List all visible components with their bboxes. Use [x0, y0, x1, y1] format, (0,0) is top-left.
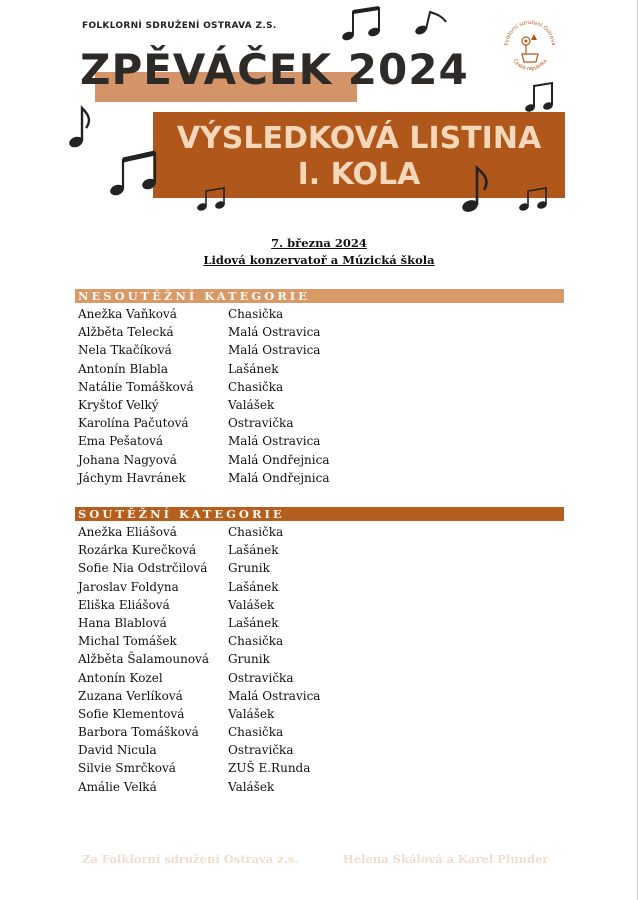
participant-name: Anežka Vaňková — [78, 307, 177, 321]
participant-group: Valášek — [228, 597, 275, 612]
flower-pot-logo-icon — [498, 14, 562, 78]
participant-name: Sofie Klementová — [78, 706, 185, 721]
svg-text:Česká republika — [511, 58, 548, 72]
music-note-icon — [108, 150, 160, 198]
music-note-icon — [66, 104, 94, 150]
participant-name: Anežka Eliášová — [78, 525, 177, 539]
participant-group: ZUŠ E.Runda — [228, 761, 311, 776]
participant-name: Michal Tomášek — [78, 634, 177, 649]
participant-name: Natálie Tomášková — [78, 379, 194, 394]
list-item — [78, 723, 320, 741]
participant-name: Kryštof Velký — [78, 397, 159, 412]
participant-name: Hana Blablová — [78, 615, 167, 630]
list-item — [78, 432, 330, 450]
participant-name: Nela Tkačíková — [78, 343, 172, 358]
list-item — [78, 414, 330, 432]
participant-name: Alžběta Šalamounová — [78, 652, 209, 667]
list-item — [78, 378, 330, 396]
participant-name: Jáchym Havránek — [78, 470, 186, 485]
list-item — [78, 396, 330, 414]
list-item — [78, 578, 320, 596]
participant-group: Chasička — [228, 307, 284, 321]
participant-name: Johana Nagyová — [78, 452, 177, 467]
participant-name: Alžběta Telecká — [78, 325, 174, 340]
participant-group: Grunik — [228, 652, 270, 667]
participant-group: Valášek — [228, 397, 275, 412]
noncompetitive-list — [78, 305, 330, 487]
list-item — [78, 469, 330, 487]
participant-group: Malá Ostravica — [228, 434, 321, 449]
participant-name: Sofie Nia Odstrčilová — [78, 561, 208, 576]
list-item — [78, 523, 320, 541]
participant-group: Malá Ostravica — [228, 325, 321, 340]
list-item — [78, 650, 320, 668]
list-item — [78, 360, 330, 378]
list-item — [78, 341, 330, 359]
list-item — [78, 778, 320, 796]
participant-group: Ostravička — [228, 743, 294, 758]
participant-group: Malá Ostravica — [228, 343, 321, 358]
participant-group: Valášek — [228, 779, 275, 794]
list-item — [78, 669, 320, 687]
participant-group: Malá Ostravica — [228, 688, 321, 703]
participant-name: Amálie Velká — [78, 779, 157, 794]
list-item — [78, 596, 320, 614]
list-item — [78, 541, 320, 559]
participant-group: Lašánek — [228, 615, 279, 630]
list-item — [78, 759, 320, 777]
music-note-icon — [518, 186, 548, 212]
logo-text-top: Folklorní sdružení Ostrava — [503, 19, 557, 46]
music-note-icon — [412, 8, 448, 36]
list-item — [78, 614, 320, 632]
results-title: VÝSLEDKOVÁ LISTINA — [176, 121, 542, 156]
participant-name: David Nicula — [78, 743, 157, 758]
list-item — [78, 323, 330, 341]
participant-name: Silvie Smrčková — [78, 761, 176, 776]
participant-group: Chasička — [228, 725, 284, 740]
list-item — [78, 451, 330, 469]
music-note-icon — [522, 80, 556, 114]
music-note-icon — [458, 162, 498, 214]
participant-group: Grunik — [228, 561, 270, 576]
participant-group: Ostravička — [228, 670, 294, 685]
organization-name: FOLKLORNÍ SDRUŽENÍ OSTRAVA Z.S. — [82, 21, 277, 31]
section-heading-competitive: SOUTĚŽNÍ KATEGORIE — [75, 507, 564, 521]
participant-group: Valášek — [228, 706, 275, 721]
section-heading-noncompetitive: NESOUTĚŽNÍ KATEGORIE — [75, 289, 564, 303]
participant-name: Antonín Blabla — [78, 361, 169, 376]
list-item — [78, 741, 320, 759]
participant-group: Chasička — [228, 525, 284, 539]
participant-group: Lašánek — [228, 361, 279, 376]
footer-signatories: Helena Skálová a Karel Plunder — [343, 852, 549, 866]
participant-name: Rozárka Kurečková — [78, 543, 197, 558]
list-item — [78, 687, 320, 705]
participant-name: Eliška Eliášová — [78, 597, 170, 612]
event-venue: Lidová konzervatoř a Múzická škola — [203, 253, 435, 267]
event-date: 7. března 2024 — [271, 236, 367, 250]
participant-group: Malá Ondřejnica — [228, 452, 330, 467]
participant-name: Barbora Tomášková — [78, 725, 199, 740]
list-item — [78, 559, 320, 577]
participant-group: Lašánek — [228, 543, 279, 558]
list-item — [78, 705, 320, 723]
participant-name: Antonín Kozel — [78, 670, 163, 685]
competitive-list — [78, 523, 320, 796]
participant-group: Malá Ondřejnica — [228, 470, 330, 485]
footer-organization: Za Folklorní sdružení Ostrava z.s. — [82, 852, 299, 866]
participant-name: Ema Pešatová — [78, 434, 164, 449]
list-item — [78, 632, 320, 650]
participant-group: Lašánek — [228, 579, 279, 594]
participant-group: Chasička — [228, 379, 284, 394]
results-round: I. KOLA — [297, 157, 421, 192]
music-note-icon — [196, 186, 226, 212]
participant-name: Jaroslav Foldyna — [78, 579, 179, 594]
participant-name: Karolína Pačutová — [78, 416, 189, 431]
music-note-icon — [340, 6, 384, 44]
participant-group: Ostravička — [228, 416, 294, 431]
participant-name: Zuzana Verlíková — [78, 688, 183, 703]
participant-group: Chasička — [228, 634, 284, 649]
logo-text-bottom: Česká republika — [511, 58, 549, 73]
page-title: ZPĚVÁČEK 2024 — [80, 45, 469, 94]
list-item — [78, 305, 330, 323]
